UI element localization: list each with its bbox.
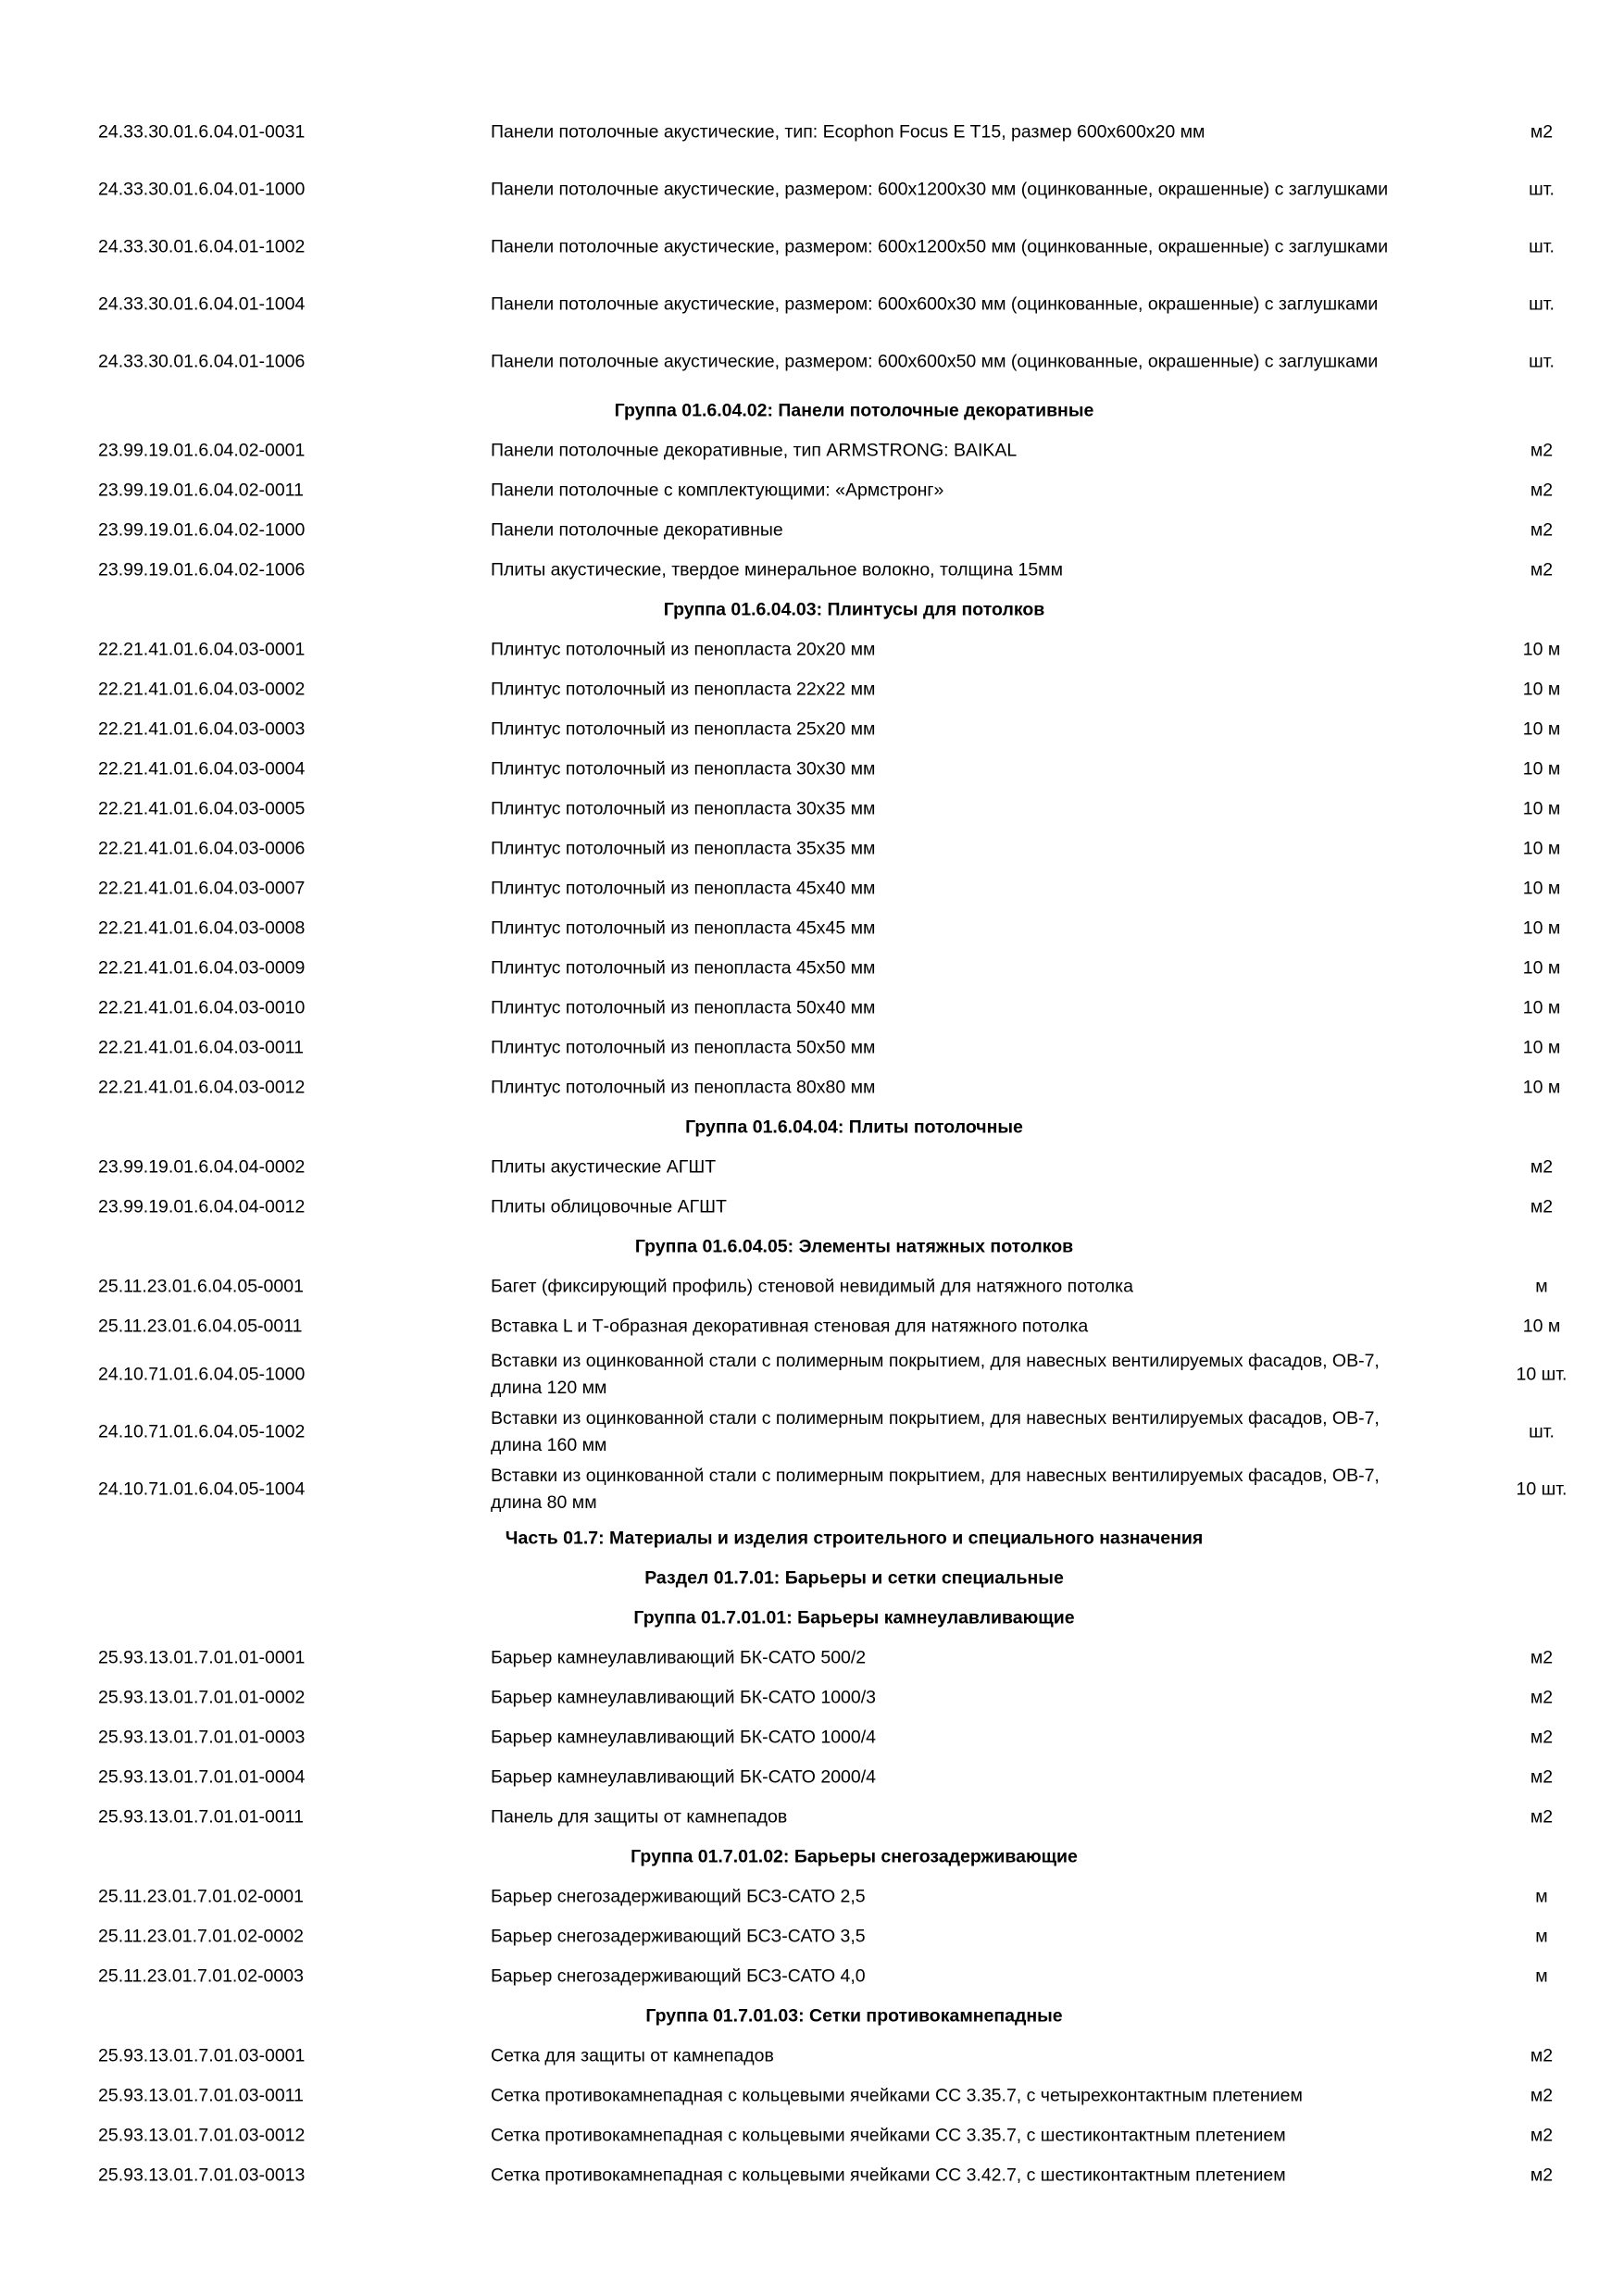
item-name: Плинтус потолочный из пенопласта 50х50 мм xyxy=(491,1037,876,1057)
item-unit: 10 м xyxy=(1522,997,1561,1017)
item-unit: м2 xyxy=(1530,1156,1554,1177)
table-row xyxy=(0,1678,1624,1717)
item-unit: 10 м xyxy=(1522,798,1561,818)
table-row xyxy=(0,1147,1624,1187)
item-code: 25.93.13.01.7.01.03-0011 xyxy=(98,2085,304,2105)
item-code: 25.93.13.01.7.01.01-0002 xyxy=(98,1687,306,1707)
item-name: Барьер камнеулавливающий БК-САТО 500/2 xyxy=(491,1647,867,1667)
item-name: Сетка для защиты от камнепадов xyxy=(491,2045,774,2065)
item-unit: м xyxy=(1535,1926,1548,1946)
item-unit: 10 м xyxy=(1522,838,1561,858)
table-row xyxy=(0,1404,1624,1461)
part-heading xyxy=(0,1518,1624,1558)
item-code: 24.33.30.01.6.04.01-0031 xyxy=(98,121,306,143)
item-unit: шт. xyxy=(1529,293,1555,315)
item-name: Панели потолочные акустические, размером: 600х600х50 мм (оцинкованные, окрашенные) с заглушками xyxy=(491,351,1379,372)
item-unit: м xyxy=(1535,1886,1548,1906)
item-name: Плинтус потолочный из пенопласта 25х20 мм xyxy=(491,718,876,739)
table-row xyxy=(0,161,1624,218)
group-heading-text: Группа 01.6.04.04: Плиты потолочные xyxy=(685,1117,1023,1137)
item-unit: м2 xyxy=(1530,1687,1554,1707)
item-code: 23.99.19.01.6.04.02-1000 xyxy=(98,519,306,540)
table-row xyxy=(0,1461,1624,1518)
item-code: 25.11.23.01.7.01.02-0002 xyxy=(98,1926,304,1946)
group-heading xyxy=(0,590,1624,630)
item-name: Вставки из оцинкованной стали с полимерным покрытием, для навесных вентилируемых фасадов, ОВ-7, длина 80 мм xyxy=(491,1466,1380,1513)
item-code: 25.93.13.01.7.01.01-0003 xyxy=(98,1727,306,1747)
item-unit: м2 xyxy=(1530,2085,1554,2105)
table-row xyxy=(0,948,1624,988)
item-code: 25.93.13.01.7.01.03-0001 xyxy=(98,2045,306,2065)
item-code: 25.93.13.01.7.01.01-0004 xyxy=(98,1766,306,1787)
document-page xyxy=(0,104,1624,2195)
item-name: Барьер снегозадерживающий БСЗ-САТО 2,5 xyxy=(491,1886,866,1906)
item-unit: м2 xyxy=(1530,2165,1554,2185)
item-code: 25.93.13.01.7.01.03-0013 xyxy=(98,2165,306,2185)
item-unit: 10 м xyxy=(1522,957,1561,978)
table-row xyxy=(0,988,1624,1028)
table-row xyxy=(0,1067,1624,1107)
item-name: Панели потолочные акустические, размером: 600х1200х30 мм (оцинкованные, окрашенные) с заглушками xyxy=(491,179,1389,200)
part-heading-text: Часть 01.7: Материалы и изделия строительного и специального назначения xyxy=(505,1528,1204,1548)
table-row xyxy=(0,1877,1624,1916)
table-row xyxy=(0,709,1624,749)
item-unit: м xyxy=(1535,1276,1548,1296)
table-row xyxy=(0,276,1624,333)
item-name: Вставки из оцинкованной стали с полимерным покрытием, для навесных вентилируемых фасадов, ОВ-7, длина 160 мм xyxy=(491,1408,1380,1455)
table-row xyxy=(0,470,1624,510)
item-unit: 10 м xyxy=(1522,1037,1561,1057)
item-code: 24.33.30.01.6.04.01-1002 xyxy=(98,236,306,257)
item-code: 22.21.41.01.6.04.03-0005 xyxy=(98,798,306,818)
item-code: 24.10.71.01.6.04.05-1002 xyxy=(98,1421,306,1442)
item-name: Плиты акустические АГШТ xyxy=(491,1156,717,1177)
item-name: Плинтус потолочный из пенопласта 20х20 мм xyxy=(491,639,876,659)
group-heading xyxy=(0,1837,1624,1877)
group-heading-text: Группа 01.7.01.03: Сетки противокамнепадные xyxy=(645,2005,1063,2026)
table-row xyxy=(0,1267,1624,1306)
item-unit: 10 м xyxy=(1522,1077,1561,1097)
table-row xyxy=(0,218,1624,276)
table-row xyxy=(0,2115,1624,2155)
table-row xyxy=(0,630,1624,669)
group-heading xyxy=(0,1996,1624,2036)
group-heading-text: Группа 01.6.04.05: Элементы натяжных потолков xyxy=(634,1236,1074,1256)
item-name: Вставки из оцинкованной стали с полимерным покрытием, для навесных вентилируемых фасадов, ОВ-7, длина 120 мм xyxy=(491,1351,1380,1398)
item-unit: м2 xyxy=(1530,1766,1554,1787)
item-name: Панели потолочные декоративные, тип ARMSTRONG: BAIKAL xyxy=(491,440,1018,460)
item-name: Плинтус потолочный из пенопласта 30х30 мм xyxy=(491,758,876,779)
group-heading-text: Группа 01.7.01.01: Барьеры камнеулавливающие xyxy=(633,1607,1075,1628)
item-unit: м2 xyxy=(1530,519,1554,540)
item-name: Плинтус потолочный из пенопласта 45х50 мм xyxy=(491,957,876,978)
item-name: Панель для защиты от камнепадов xyxy=(491,1806,788,1827)
item-name: Сетка противокамнепадная с кольцевыми ячейками СС 3.42.7, с шестиконтактным плетением xyxy=(491,2165,1286,2185)
table-row xyxy=(0,1638,1624,1678)
item-code: 22.21.41.01.6.04.03-0008 xyxy=(98,917,306,938)
table-row xyxy=(0,1757,1624,1797)
item-name: Багет (фиксирующий профиль) стеновой невидимый для натяжного потолка xyxy=(491,1276,1133,1296)
table-row xyxy=(0,1797,1624,1837)
item-code: 25.11.23.01.6.04.05-0011 xyxy=(98,1316,303,1336)
table-row xyxy=(0,1346,1624,1404)
item-unit: 10 шт. xyxy=(1516,1364,1568,1385)
item-unit: шт. xyxy=(1529,1421,1555,1442)
item-unit: шт. xyxy=(1529,179,1555,200)
item-unit: м2 xyxy=(1530,2045,1554,2065)
item-code: 22.21.41.01.6.04.03-0007 xyxy=(98,878,306,898)
item-unit: шт. xyxy=(1529,236,1555,257)
item-unit: м2 xyxy=(1530,2125,1554,2145)
item-code: 22.21.41.01.6.04.03-0006 xyxy=(98,838,306,858)
item-unit: м xyxy=(1535,1965,1548,1986)
table-row xyxy=(0,789,1624,829)
item-name: Барьер камнеулавливающий БК-САТО 2000/4 xyxy=(491,1766,876,1787)
item-code: 24.33.30.01.6.04.01-1000 xyxy=(98,179,306,200)
item-code: 25.93.13.01.7.01.01-0001 xyxy=(98,1647,306,1667)
table-row xyxy=(0,1916,1624,1956)
item-unit: м2 xyxy=(1530,121,1554,143)
table-row xyxy=(0,104,1624,161)
section-heading xyxy=(0,1558,1624,1598)
item-unit: 10 м xyxy=(1522,1316,1561,1336)
item-name: Плиты облицовочные АГШТ xyxy=(491,1196,727,1217)
item-unit: м2 xyxy=(1530,480,1554,500)
group-heading-text: Группа 01.6.04.02: Панели потолочные декоративные xyxy=(614,400,1094,420)
item-unit: 10 м xyxy=(1522,917,1561,938)
item-code: 25.11.23.01.6.04.05-0001 xyxy=(98,1276,304,1296)
item-name: Плинтус потолочный из пенопласта 45х40 мм xyxy=(491,878,876,898)
item-name: Сетка противокамнепадная с кольцевыми ячейками СС 3.35.7, с четырехконтактным плетением xyxy=(491,2085,1303,2105)
item-name: Вставка L и Т-образная декоративная стеновая для натяжного потолка xyxy=(491,1316,1089,1336)
item-code: 22.21.41.01.6.04.03-0011 xyxy=(98,1037,304,1057)
item-unit: м2 xyxy=(1530,1806,1554,1827)
item-name: Панели потолочные декоративные xyxy=(491,519,783,540)
item-code: 22.21.41.01.6.04.03-0010 xyxy=(98,997,306,1017)
item-name: Барьер камнеулавливающий БК-САТО 1000/4 xyxy=(491,1727,876,1747)
item-unit: м2 xyxy=(1530,559,1554,580)
item-name: Панели потолочные акустические, тип: Ecophon Focus E T15, размер 600х600х20 мм xyxy=(491,121,1206,143)
item-unit: 10 м xyxy=(1522,639,1561,659)
group-heading xyxy=(0,1107,1624,1147)
item-name: Плиты акустические, твердое минеральное волокно, толщина 15мм xyxy=(491,559,1063,580)
group-heading-text: Группа 01.6.04.03: Плинтусы для потолков xyxy=(663,599,1045,619)
item-code: 23.99.19.01.6.04.02-1006 xyxy=(98,559,306,580)
item-code: 22.21.41.01.6.04.03-0009 xyxy=(98,957,306,978)
item-code: 23.99.19.01.6.04.04-0002 xyxy=(98,1156,306,1177)
item-code: 25.93.13.01.7.01.03-0012 xyxy=(98,2125,306,2145)
item-code: 25.93.13.01.7.01.01-0011 xyxy=(98,1806,304,1827)
table-row xyxy=(0,908,1624,948)
table-row xyxy=(0,1306,1624,1346)
table-row xyxy=(0,510,1624,550)
item-code: 24.33.30.01.6.04.01-1004 xyxy=(98,293,306,315)
table-row xyxy=(0,669,1624,709)
item-name: Панели потолочные акустические, размером: 600х600х30 мм (оцинкованные, окрашенные) с заглушками xyxy=(491,293,1379,315)
table-row xyxy=(0,1028,1624,1067)
item-code: 22.21.41.01.6.04.03-0012 xyxy=(98,1077,306,1097)
item-name: Панели потолочные с комплектующими: «Армстронг» xyxy=(491,480,944,500)
table-row xyxy=(0,749,1624,789)
item-name: Панели потолочные акустические, размером: 600х1200х50 мм (оцинкованные, окрашенные) с заглушками xyxy=(491,236,1389,257)
item-unit: 10 м xyxy=(1522,758,1561,779)
item-name: Плинтус потолочный из пенопласта 35х35 мм xyxy=(491,838,876,858)
item-code: 23.99.19.01.6.04.02-0001 xyxy=(98,440,306,460)
item-unit: 10 м xyxy=(1522,679,1561,699)
item-name: Сетка противокамнепадная с кольцевыми ячейками СС 3.35.7, с шестиконтактным плетением xyxy=(491,2125,1286,2145)
item-code: 23.99.19.01.6.04.02-0011 xyxy=(98,480,304,500)
table-row xyxy=(0,2076,1624,2115)
group-heading xyxy=(0,391,1624,430)
item-unit: м2 xyxy=(1530,440,1554,460)
table-row xyxy=(0,868,1624,908)
item-unit: шт. xyxy=(1529,351,1555,372)
item-name: Барьер снегозадерживающий БСЗ-САТО 3,5 xyxy=(491,1926,866,1946)
table-row xyxy=(0,550,1624,590)
item-unit: 10 м xyxy=(1522,878,1561,898)
item-name: Плинтус потолочный из пенопласта 80х80 мм xyxy=(491,1077,876,1097)
item-unit: м2 xyxy=(1530,1727,1554,1747)
table-row xyxy=(0,1187,1624,1227)
section-heading-text: Раздел 01.7.01: Барьеры и сетки специальные xyxy=(644,1567,1064,1588)
item-code: 25.11.23.01.7.01.02-0001 xyxy=(98,1886,304,1906)
group-heading xyxy=(0,1598,1624,1638)
group-heading-text: Группа 01.7.01.02: Барьеры снегозадерживающие xyxy=(631,1846,1078,1866)
item-code: 22.21.41.01.6.04.03-0003 xyxy=(98,718,306,739)
item-code: 24.10.71.01.6.04.05-1004 xyxy=(98,1479,306,1500)
item-name: Барьер камнеулавливающий БК-САТО 1000/3 xyxy=(491,1687,876,1707)
table-row xyxy=(0,2036,1624,2076)
item-code: 25.11.23.01.7.01.02-0003 xyxy=(98,1965,304,1986)
table-row xyxy=(0,1956,1624,1996)
item-name: Плинтус потолочный из пенопласта 50х40 мм xyxy=(491,997,876,1017)
group-heading xyxy=(0,1227,1624,1267)
table-row xyxy=(0,1717,1624,1757)
item-unit: м2 xyxy=(1530,1647,1554,1667)
item-code: 24.33.30.01.6.04.01-1006 xyxy=(98,351,306,372)
table-row xyxy=(0,333,1624,391)
item-code: 22.21.41.01.6.04.03-0001 xyxy=(98,639,306,659)
item-name: Барьер снегозадерживающий БСЗ-САТО 4,0 xyxy=(491,1965,866,1986)
item-name: Плинтус потолочный из пенопласта 22х22 мм xyxy=(491,679,876,699)
item-code: 23.99.19.01.6.04.04-0012 xyxy=(98,1196,306,1217)
item-code: 22.21.41.01.6.04.03-0002 xyxy=(98,679,306,699)
item-unit: м2 xyxy=(1530,1196,1554,1217)
item-code: 22.21.41.01.6.04.03-0004 xyxy=(98,758,306,779)
item-name: Плинтус потолочный из пенопласта 45х45 мм xyxy=(491,917,876,938)
item-code: 24.10.71.01.6.04.05-1000 xyxy=(98,1364,306,1385)
item-unit: 10 м xyxy=(1522,718,1561,739)
item-unit: 10 шт. xyxy=(1516,1479,1568,1500)
item-name: Плинтус потолочный из пенопласта 30х35 мм xyxy=(491,798,876,818)
table-row xyxy=(0,829,1624,868)
table-row xyxy=(0,430,1624,470)
table-row xyxy=(0,2155,1624,2195)
